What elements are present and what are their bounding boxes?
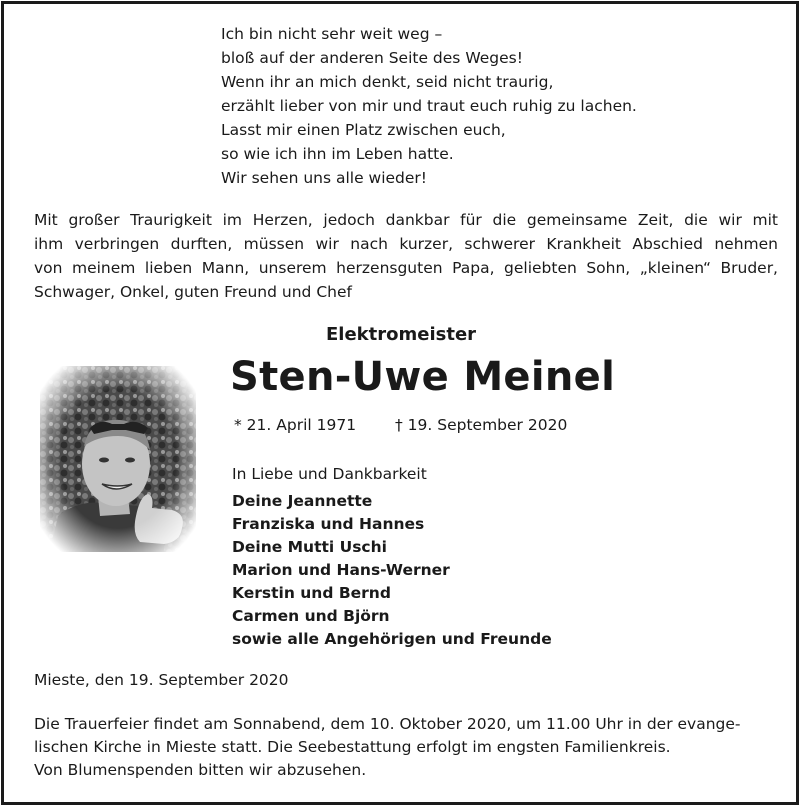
birth-date: * 21. April 1971 [234, 416, 357, 434]
mourner-line: Carmen und Björn [232, 607, 390, 625]
intro-line: Schwager, Onkel, guten Freund und Chef [34, 283, 352, 301]
poem-line: Ich bin nicht sehr weit weg – [221, 25, 443, 43]
mourner-line: Kerstin und Bernd [232, 584, 391, 602]
poem-line: Lasst mir einen Platz zwischen euch, [221, 121, 506, 139]
intro-paragraph [34, 208, 778, 304]
portrait-photo [40, 366, 196, 552]
intro-line: Mit großer Traurigkeit im Herzen, jedoch dankbar für die gemeinsame Zeit, die wir mit [34, 211, 778, 229]
notice-line: Von Blumenspenden bitten wir abzusehen. [34, 761, 367, 779]
obituary-frame [1, 1, 799, 805]
mourner-line: sowie alle Angehörigen und Freunde [232, 630, 552, 648]
mourner-line: Marion und Hans-Werner [232, 561, 450, 579]
poem [221, 22, 637, 190]
poem-line: so wie ich ihn im Leben hatte. [221, 145, 454, 163]
profession-title: Elektromeister [326, 324, 477, 345]
poem-line: bloß auf der anderen Seite des Weges! [221, 49, 523, 67]
intro-line: von meinem lieben Mann, unserem herzensguten Papa, geliebten Sohn, „kleinen“ Bruder, [34, 259, 778, 277]
mourner-line: Deine Jeannette [232, 492, 373, 510]
mourner-line: Franziska und Hannes [232, 515, 425, 533]
notice-line: lischen Kirche in Mieste statt. Die Seebestattung erfolgt im engsten Familienkreis. [34, 738, 671, 756]
place-and-date: Mieste, den 19. September 2020 [34, 671, 289, 689]
intro-line: ihm verbringen durften, müssen wir nach kurzer, schwerer Krankheit Abschied nehmen [34, 235, 778, 253]
death-date: † 19. September 2020 [395, 416, 568, 434]
poem-line: Wir sehen uns alle wieder! [221, 169, 428, 187]
notice-line: Die Trauerfeier findet am Sonnabend, dem 10. Oktober 2020, um 11.00 Uhr in der evange- [34, 715, 741, 733]
deceased-name: Sten-Uwe Meinel [230, 354, 616, 400]
mourner-line: Deine Mutti Uschi [232, 538, 387, 556]
funeral-notice [34, 713, 741, 782]
mourners-intro: In Liebe und Dankbarkeit [232, 465, 427, 483]
poem-line: Wenn ihr an mich denkt, seid nicht traurig, [221, 73, 554, 91]
poem-line: erzählt lieber von mir und traut euch ruhig zu lachen. [221, 97, 637, 115]
mourners-list [232, 490, 552, 651]
